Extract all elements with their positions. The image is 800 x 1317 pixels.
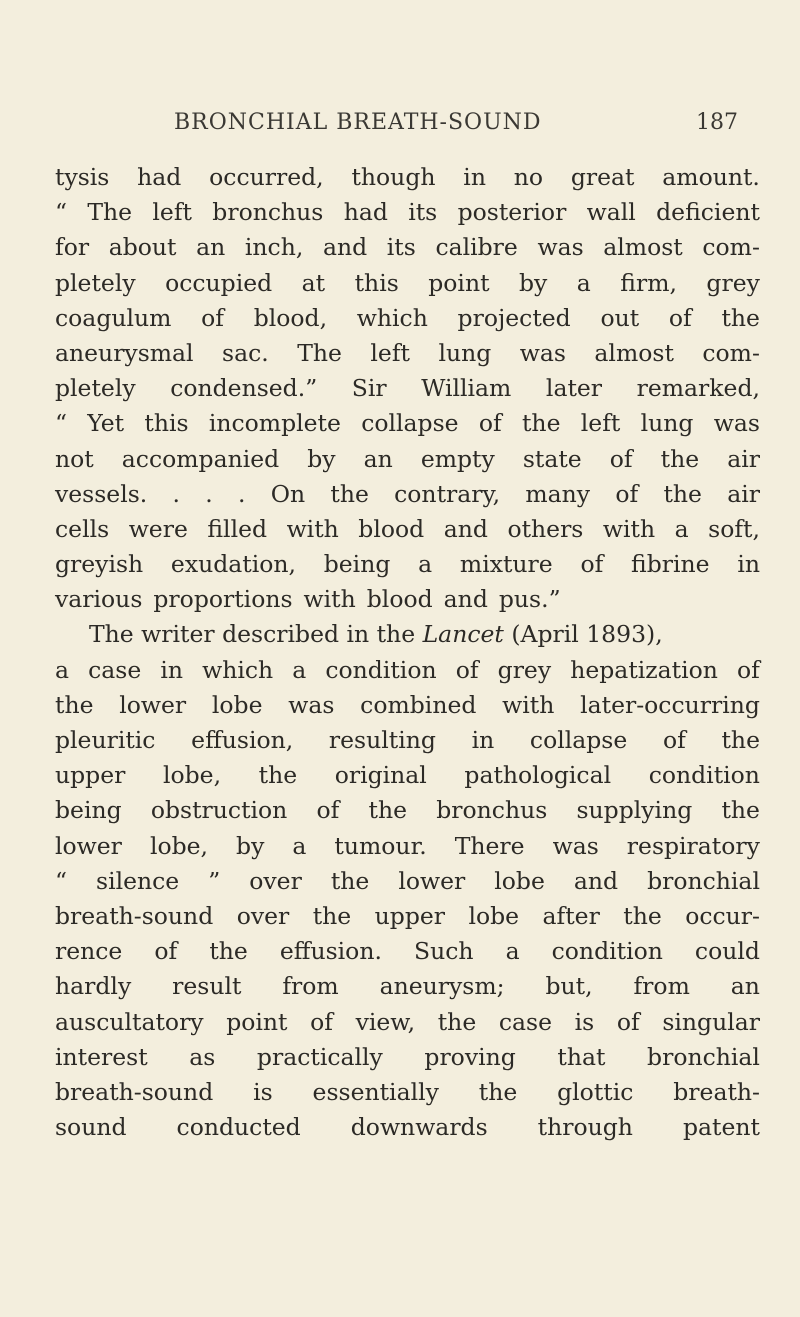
word: exudation,: [170, 550, 296, 579]
word: case: [498, 1007, 552, 1036]
word: grey: [497, 655, 552, 684]
word: On: [270, 479, 306, 508]
word: .: [237, 479, 246, 508]
word: proving: [424, 1042, 516, 1071]
word: pletely: [55, 374, 136, 403]
word: contrary,: [394, 479, 501, 508]
word: and: [322, 233, 368, 262]
text-line: [55, 969, 760, 1004]
word: not: [55, 444, 94, 473]
word: through: [537, 1113, 633, 1142]
word: of: [455, 655, 479, 684]
word: and: [443, 514, 488, 543]
word: incomplete: [208, 409, 341, 438]
word: pathological: [464, 761, 612, 790]
word: various: [55, 585, 143, 614]
word: original: [334, 761, 427, 790]
text-line: [55, 547, 760, 582]
text-line: [55, 582, 760, 617]
word: a: [418, 550, 433, 579]
text-line: [55, 934, 760, 969]
word: upper: [55, 761, 126, 790]
word: being: [55, 796, 122, 825]
word: by: [236, 831, 265, 860]
word: condition: [648, 761, 760, 790]
word: the: [55, 690, 94, 719]
word: sac.: [222, 338, 269, 367]
word: effusion,: [191, 726, 294, 754]
word: of: [609, 444, 633, 473]
word: bronchus: [436, 796, 548, 825]
word: the: [623, 901, 662, 930]
word: pleuritic: [55, 726, 156, 754]
word: breath-: [673, 1077, 760, 1106]
word: the: [721, 303, 760, 332]
word: but,: [545, 972, 593, 1001]
word: the: [330, 866, 370, 895]
word: bronchial: [647, 1042, 760, 1071]
word: almost: [594, 338, 674, 367]
word: had: [137, 163, 182, 191]
word: condensed.”: [170, 374, 318, 403]
word: from: [282, 972, 339, 1001]
word: breath-sound: [55, 1077, 214, 1106]
word: Sir: [351, 374, 387, 403]
word: greyish: [55, 550, 144, 579]
word: with: [286, 514, 339, 543]
word: aneurysmal: [55, 338, 194, 367]
word: the: [478, 1077, 518, 1106]
word: in: [160, 655, 183, 684]
word: a: [505, 937, 520, 966]
word: cells: [55, 514, 110, 543]
word: an: [196, 233, 226, 262]
word: deficient: [656, 198, 760, 227]
word: condition: [551, 937, 663, 966]
word: bronchial: [647, 866, 760, 895]
text-line: [55, 829, 760, 864]
word: a: [55, 655, 70, 684]
word: of: [580, 550, 604, 579]
word: collapse: [529, 726, 628, 754]
word: in: [737, 550, 760, 579]
word: could: [694, 937, 760, 966]
word: an: [363, 444, 393, 473]
word: left: [580, 409, 621, 438]
text-line: [55, 336, 760, 371]
word: pletely: [55, 268, 136, 297]
word: “: [55, 409, 68, 438]
word: the: [312, 901, 352, 930]
word: the: [330, 479, 369, 508]
word: was: [288, 690, 335, 719]
citation-lead: The writer described in the: [89, 620, 423, 649]
word: hepatization: [570, 655, 718, 684]
text-line: [55, 266, 760, 301]
word: being: [323, 550, 391, 579]
word: its: [386, 233, 416, 262]
word: by: [307, 444, 336, 473]
word: left: [152, 198, 192, 227]
word: case: [88, 655, 142, 684]
word: over: [249, 866, 302, 895]
word: amount.: [662, 163, 760, 191]
word: rence: [55, 937, 123, 966]
word: hardly: [55, 972, 132, 1001]
word: proportions: [153, 585, 293, 614]
word: interest: [55, 1042, 148, 1071]
word: downwards: [350, 1113, 488, 1142]
word: were: [128, 514, 188, 543]
word: this: [144, 409, 189, 438]
word: .: [205, 479, 213, 508]
word: many: [525, 479, 591, 508]
word: condition: [325, 655, 437, 684]
word: conducted: [176, 1113, 301, 1142]
word: with: [303, 585, 356, 614]
word: lobe: [211, 690, 263, 719]
text-line: [55, 230, 760, 265]
word: the: [521, 409, 561, 438]
word: later: [545, 374, 603, 403]
word: com-: [702, 338, 760, 367]
text-line-citation: [55, 617, 760, 652]
text-line: [55, 1040, 760, 1075]
word: aneurysm;: [379, 972, 505, 1001]
word: a: [292, 655, 307, 684]
text-line: [55, 864, 760, 899]
text-line: [55, 793, 760, 828]
word: mixture: [459, 550, 553, 579]
word: of: [316, 796, 340, 825]
word: com-: [702, 233, 760, 262]
word: a: [292, 831, 307, 860]
word: blood: [358, 514, 425, 543]
word: almost: [603, 233, 683, 262]
word: glottic: [557, 1077, 634, 1106]
word: the: [721, 726, 760, 754]
word: bronchus: [212, 198, 324, 227]
word: blood: [366, 585, 433, 614]
word: practically: [256, 1042, 383, 1071]
word: There: [454, 831, 525, 860]
word: of: [310, 1007, 333, 1036]
word: silence: [96, 866, 180, 895]
word: collapse: [361, 409, 459, 438]
word: air: [727, 479, 760, 508]
word: by: [519, 268, 548, 297]
word: lobe: [468, 901, 520, 930]
word: though: [351, 163, 436, 191]
running-head: [0, 110, 800, 140]
page-number: 187: [696, 110, 738, 135]
word: over: [236, 901, 290, 930]
text-line: [55, 406, 760, 441]
word: its: [408, 198, 438, 227]
word: ”: [208, 866, 221, 895]
word: an: [730, 972, 760, 1001]
word: essentially: [312, 1077, 439, 1106]
word: resulting: [328, 726, 436, 754]
word: lobe,: [162, 761, 222, 790]
word: of: [616, 1007, 640, 1036]
word: state: [522, 444, 582, 473]
text-line: [55, 442, 760, 477]
word: projected: [457, 303, 571, 332]
word: patent: [682, 1113, 760, 1142]
word: of: [662, 726, 686, 754]
word: others: [507, 514, 584, 543]
word: lobe,: [149, 831, 209, 860]
word: pus.”: [498, 585, 561, 614]
word: which: [356, 303, 428, 332]
word: for: [55, 233, 90, 262]
word: lower: [119, 690, 187, 719]
word: later-occurring: [580, 690, 760, 719]
text-line: [55, 371, 760, 406]
word: lobe: [494, 866, 545, 895]
word: vessels.: [55, 479, 148, 508]
word: calibre: [435, 233, 518, 262]
text-line: [55, 1110, 760, 1145]
body-text: [55, 160, 760, 1145]
word: posterior: [457, 198, 567, 227]
word: of: [201, 303, 224, 332]
word: accompanied: [121, 444, 280, 473]
word: upper: [374, 901, 446, 930]
word: a: [576, 268, 591, 297]
word: the: [437, 1007, 477, 1036]
word: the: [663, 479, 702, 508]
word: auscultatory: [55, 1007, 204, 1036]
word: was: [713, 409, 760, 438]
text-line: [55, 723, 760, 758]
word: William: [421, 374, 512, 403]
word: in: [471, 726, 495, 754]
word: sound: [55, 1113, 127, 1142]
word: as: [189, 1042, 216, 1071]
text-line: [55, 1075, 760, 1110]
word: obstruction: [150, 796, 288, 825]
word: out: [600, 303, 640, 332]
word: the: [258, 761, 298, 790]
word: Yet: [87, 409, 125, 438]
word: soft,: [708, 514, 760, 543]
text-line: [55, 899, 760, 934]
word: about: [108, 233, 177, 262]
word: this: [354, 268, 399, 297]
word: tysis: [55, 163, 110, 191]
word: left: [370, 338, 410, 367]
word: singular: [662, 1007, 760, 1036]
word: which: [202, 655, 274, 684]
word: grey: [706, 268, 760, 297]
text-line: [55, 195, 760, 230]
text-line: [55, 1005, 760, 1040]
word: filled: [207, 514, 268, 543]
word: view,: [355, 1007, 416, 1036]
word: tumour.: [334, 831, 427, 860]
word: after: [542, 901, 600, 930]
journal-title: Lancet: [422, 620, 504, 649]
text-line: [55, 160, 760, 195]
word: great: [570, 163, 635, 191]
word: and: [573, 866, 619, 895]
word: was: [519, 338, 566, 367]
word: blood,: [253, 303, 328, 332]
word: was: [552, 831, 599, 860]
word: had: [343, 198, 388, 227]
word: Such: [413, 937, 474, 966]
word: The: [87, 198, 133, 227]
word: “: [55, 866, 68, 895]
word: from: [633, 972, 690, 1001]
word: wall: [586, 198, 636, 227]
word: of: [668, 303, 692, 332]
word: The: [297, 338, 342, 367]
word: occupied: [165, 268, 273, 297]
word: with: [602, 514, 656, 543]
word: empty: [420, 444, 495, 473]
word: is: [574, 1007, 595, 1036]
word: respiratory: [626, 831, 760, 860]
word: combined: [360, 690, 477, 719]
word: in: [463, 163, 486, 191]
word: coagulum: [55, 303, 172, 332]
citation-date: (April 1893),: [503, 620, 663, 649]
word: a: [674, 514, 689, 543]
word: of: [615, 479, 639, 508]
word: no: [513, 163, 544, 191]
text-line: [55, 758, 760, 793]
word: air: [727, 444, 760, 473]
word: of: [737, 655, 760, 684]
text-line: [55, 301, 760, 336]
word: .: [172, 479, 180, 508]
text-line: [55, 477, 760, 512]
word: of: [154, 937, 178, 966]
text-line: [55, 512, 760, 547]
word: occurred,: [209, 163, 324, 191]
word: at: [301, 268, 326, 297]
word: firm,: [620, 268, 677, 297]
word: “: [55, 198, 68, 227]
text-line: [55, 688, 760, 723]
word: breath-sound: [55, 901, 214, 930]
word: fibrine: [631, 550, 710, 579]
word: result: [172, 972, 242, 1001]
word: lower: [398, 866, 466, 895]
word: that: [557, 1042, 606, 1071]
word: of: [478, 409, 502, 438]
word: lung: [438, 338, 492, 367]
word: remarked,: [636, 374, 760, 403]
word: supplying: [576, 796, 693, 825]
word: inch,: [244, 233, 304, 262]
word: occur-: [685, 901, 760, 930]
word: the: [660, 444, 700, 473]
word: was: [537, 233, 584, 262]
word: effusion.: [279, 937, 382, 966]
word: the: [368, 796, 408, 825]
text-line: [55, 653, 760, 688]
running-title: BRONCHIAL BREATH-SOUND: [174, 110, 542, 135]
word: is: [253, 1077, 273, 1106]
word: with: [502, 690, 555, 719]
word: point: [428, 268, 490, 297]
word: lung: [640, 409, 694, 438]
word: the: [721, 796, 760, 825]
word: the: [209, 937, 248, 966]
word: and: [443, 585, 488, 614]
word: point: [226, 1007, 288, 1036]
word: lower: [55, 831, 122, 860]
